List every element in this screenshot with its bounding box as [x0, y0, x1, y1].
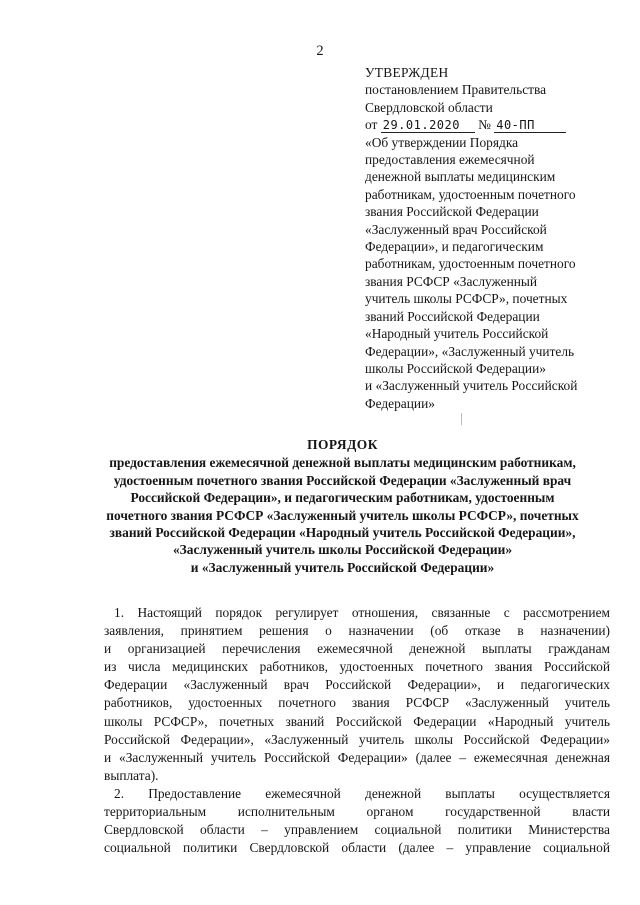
subtitle-line: удостоенным почетного звания Российской Федерации «Заслуженный врач: [113, 472, 572, 488]
approval-title-line: работникам, удостоенным почетного: [365, 256, 576, 272]
paragraph-2-line: Свердловской области – управлением социальной политики Министерства: [104, 822, 610, 838]
paragraph-1-line: и «Заслуженный учитель Российской Федерации» (далее – ежемесячная денежная: [104, 749, 610, 765]
approval-title-line: предоставления ежемесячной: [365, 152, 535, 168]
approval-date-number-line: [365, 116, 615, 133]
subtitle-line: званий Российской Федерации «Народный учитель Российской Федерации»,: [109, 525, 576, 541]
approval-line-1: постановлением Правительства: [365, 82, 547, 98]
approval-title-line: «Народный учитель Российской: [365, 326, 549, 342]
paragraph-2-line: территориальным исполнительным органом государственной власти: [104, 804, 610, 820]
page-number: 2: [316, 43, 324, 59]
paragraph-1-line: Федерации «Заслуженный врач Российской Федерации», и педагогических: [104, 677, 610, 693]
paragraph-1-line: заявления, принятием решения о назначении (об отказе в назначении): [104, 623, 610, 639]
paragraph-2-line: социальной политики Свердловской области (далее – управление социальной: [104, 840, 610, 856]
document-body: [104, 604, 610, 857]
approval-title-line: званий Российской Федерации: [365, 308, 540, 324]
date-value: 29.01.2020: [381, 118, 475, 133]
approval-title-line: звания РСФСР «Заслуженный: [365, 273, 538, 289]
approval-title-line: Федерации»: [365, 395, 435, 411]
approval-title-line: школы Российской Федерации»: [365, 360, 546, 376]
subtitle-line: Российской Федерации», и педагогическим работникам, удостоенным: [130, 490, 555, 506]
number-value: 40-ПП: [494, 118, 566, 133]
paragraph-1-last-line: выплата).: [104, 767, 159, 783]
approval-title-line: звания Российской Федерации: [365, 204, 539, 220]
subtitle-line: почетного звания РСФСР «Заслуженный учитель школы РСФСР», почетных: [106, 507, 579, 523]
approval-line-2: Свердловской области: [365, 99, 493, 115]
approval-title-line: Федерации», и педагогическим: [365, 239, 544, 255]
subtitle-line: «Заслуженный учитель школы Российской Федерации»: [172, 542, 513, 558]
paragraph-1-line: школы РСФСР», почетных званий Российской Федерации «Народный учитель: [104, 713, 610, 729]
approval-title-line: «Заслуженный врач Российской: [365, 221, 547, 237]
paragraph-1-line: и организацией перечисления ежемесячной денежной выплаты гражданам: [104, 641, 610, 657]
paragraph-1-line: работников, удостоенных почетного звания РСФСР «Заслуженный учитель: [104, 695, 610, 711]
subtitle-line: и «Заслуженный учитель Российской Федерации»: [190, 559, 495, 575]
paragraph-1-line: из числа медицинских работников, удостоенных почетного звания Российской: [104, 659, 610, 675]
scan-artifact: [461, 413, 462, 425]
approval-title-line: денежной выплаты медицинским: [365, 169, 556, 185]
approval-title-line: и «Заслуженный учитель Российской: [365, 378, 578, 394]
number-prefix: №: [478, 117, 491, 133]
approval-heading: УТВЕРЖДЕН: [365, 65, 449, 80]
approval-title-line: «Об утверждении Порядка: [365, 134, 519, 150]
subtitle-line: предоставления ежемесячной денежной выплаты медицинским работникам,: [109, 455, 576, 471]
document-title-block: [70, 436, 615, 576]
approval-title-line: Федерации», «Заслуженный учитель: [365, 343, 575, 359]
approval-title-line: работникам, удостоенным почетного: [365, 186, 576, 202]
paragraph-2-first-line: 2. Предоставление ежемесячной денежной выплаты осуществляется: [114, 785, 610, 801]
approval-stamp-block: [365, 64, 615, 412]
paragraph-1-first-line: 1. Настоящий порядок регулирует отношения, связанные с рассмотрением: [114, 605, 610, 620]
paragraph-1-line: Российской Федерации», «Заслуженный учитель школы Российской Федерации»: [104, 731, 610, 747]
approval-title-line: учитель школы РСФСР», почетных: [365, 291, 568, 307]
date-prefix: от: [365, 117, 378, 133]
document-title: ПОРЯДОК: [307, 437, 378, 452]
